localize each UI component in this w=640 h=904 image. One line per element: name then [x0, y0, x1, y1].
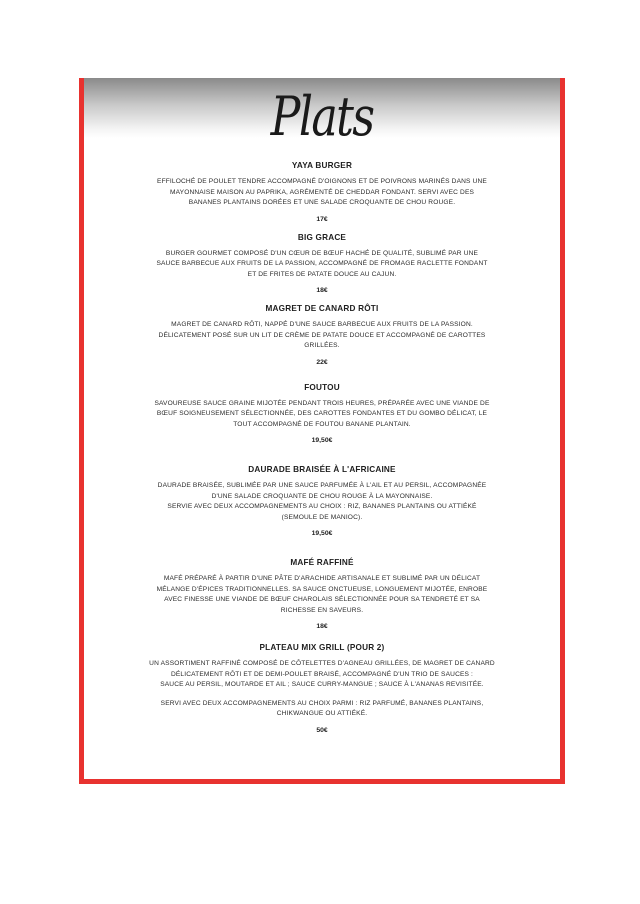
dish-description-extra: SERVI AVEC DEUX ACCOMPAGNEMENTS AU CHOIX PARMI : RIZ PARFUMÉ, BANANES PLANTAINS, CHIKWANGUE OU ATTIÉKÉ.	[160, 699, 484, 717]
dish-price: 19,50€	[311, 530, 333, 537]
dish-list	[106, 160, 538, 736]
dish-description: EFFILOCHÉ DE POULET TENDRE ACCOMPAGNÉ D'OIGNONS ET DE POIVRONS MARINÉS DANS UNE MAYONNAISE MAISON AU PAPRIKA, AGRÉMENTÉ DE CHEDDAR FONDANT. SERVI AVEC DES BANANES PLANTAINS DORÉES ET UNE SALADE CROQUANTE DE CHOU ROUGE.	[157, 178, 487, 206]
dish-big-grace	[106, 232, 538, 297]
dish-price: 22€	[316, 358, 328, 366]
dish-yaya-burger	[106, 160, 538, 225]
dish-foutou	[106, 382, 538, 447]
dish-description: UN ASSORTIMENT RAFFINÉ COMPOSÉ DE CÔTELETTES D'AGNEAU GRILLÉES, DE MAGRET DE CANARD DÉLICATEMENT RÔTI ET DE DEMI-POULET BRAISÉ, ACCOMPAGNÉ D'UN TRIO DE SAUCES : SAUCE AU PERSIL, MOUTARDE ET AIL ; SAUCE CURRY-MANGUE ; SAUCE À L'ANANAS REVISITÉE.	[149, 660, 495, 688]
dish-name: FOUTOU	[304, 382, 340, 392]
dish-description: DAURADE BRAISÉE, SUBLIMÉE PAR UNE SAUCE PARFUMÉE À L'AIL ET AU PERSIL, ACCOMPAGNÉE D'UNE SALADE CROQUANTE DE CHOU ROUGE À LA MAYONNAISE. SERVIE AVEC DEUX ACCOMPAGNEMENTS AU CHOIX : RIZ, BANANES PLANTAINS OU ATTIÉKÉ (SEMOULE DE MANIOC).	[157, 482, 487, 521]
dish-name: MAGRET DE CANARD RÔTI	[265, 304, 379, 313]
dish-description: MAGRET DE CANARD RÔTI, NAPPÉ D'UNE SAUCE BARBECUE AUX FRUITS DE LA PASSION. DÉLICATEMENT POSÉ SUR UN LIT DE CRÈME DE PATATE DOUCE ET ACCOMPAGNÉ DE CAROTTES GRILLÉES.	[158, 321, 486, 349]
dish-description: SAVOUREUSE SAUCE GRAINE MIJOTÉE PENDANT TROIS HEURES, PRÉPARÉE AVEC UNE VIANDE DE BŒUF SOIGNEUSEMENT SÉLECTIONNÉE, DES CAROTTES FONDANTES ET DU GOMBO DÉLICAT, LE TOUT ACCOMPAGNÉ DE FOUTOU BANANE PLANTAIN.	[154, 399, 490, 428]
dish-mafe-raffine	[106, 557, 538, 632]
dish-price: 50€	[316, 726, 328, 734]
dish-name: PLATEAU MIX GRILL (POUR 2)	[259, 643, 385, 652]
dish-name: MAFÉ RAFFINÉ	[290, 558, 354, 567]
dish-name: YAYA BURGER	[291, 161, 353, 170]
dish-name: DAURADE BRAISÉE À L'AFRICAINE	[248, 465, 396, 474]
dish-price: 18€	[316, 287, 328, 294]
dish-name: BIG GRACE	[297, 232, 347, 242]
menu-card	[79, 78, 565, 784]
dish-price: 17€	[316, 215, 328, 223]
dish-price: 18€	[316, 623, 328, 630]
dish-price: 19,50€	[311, 437, 333, 444]
dish-description: MAFÉ PRÉPARÉ À PARTIR D'UNE PÂTE D'ARACHIDE ARTISANALE ET SUBLIMÉ PAR UN DÉLICAT MÉLANGE D'ÉPICES TRADITIONNELLES. SA SAUCE ONCTUEUSE, LONGUEMENT MIJOTÉE, ENROBE AVEC FINESSE UNE VIANDE DE BŒUF CHAROLAIS SÉLECTIONNÉE POUR SA TENDRETÉ ET SA RICHESSE EN SAVEURS.	[156, 575, 488, 614]
menu-title: Plats	[270, 85, 374, 148]
dish-magret-de-canard	[106, 303, 538, 368]
dish-description: BURGER GOURMET COMPOSÉ D'UN CŒUR DE BŒUF HACHÉ DE QUALITÉ, SUBLIMÉ PAR UNE SAUCE BARBECUE AUX FRUITS DE LA PASSION, ACCOMPAGNÉ DE FROMAGE RACLETTE FONDANT ET DE FRITES DE PATATE DOUCE AU CAJUN.	[156, 249, 488, 278]
dish-daurade-braisee	[106, 464, 538, 539]
dish-plateau-mix-grill	[106, 642, 538, 736]
